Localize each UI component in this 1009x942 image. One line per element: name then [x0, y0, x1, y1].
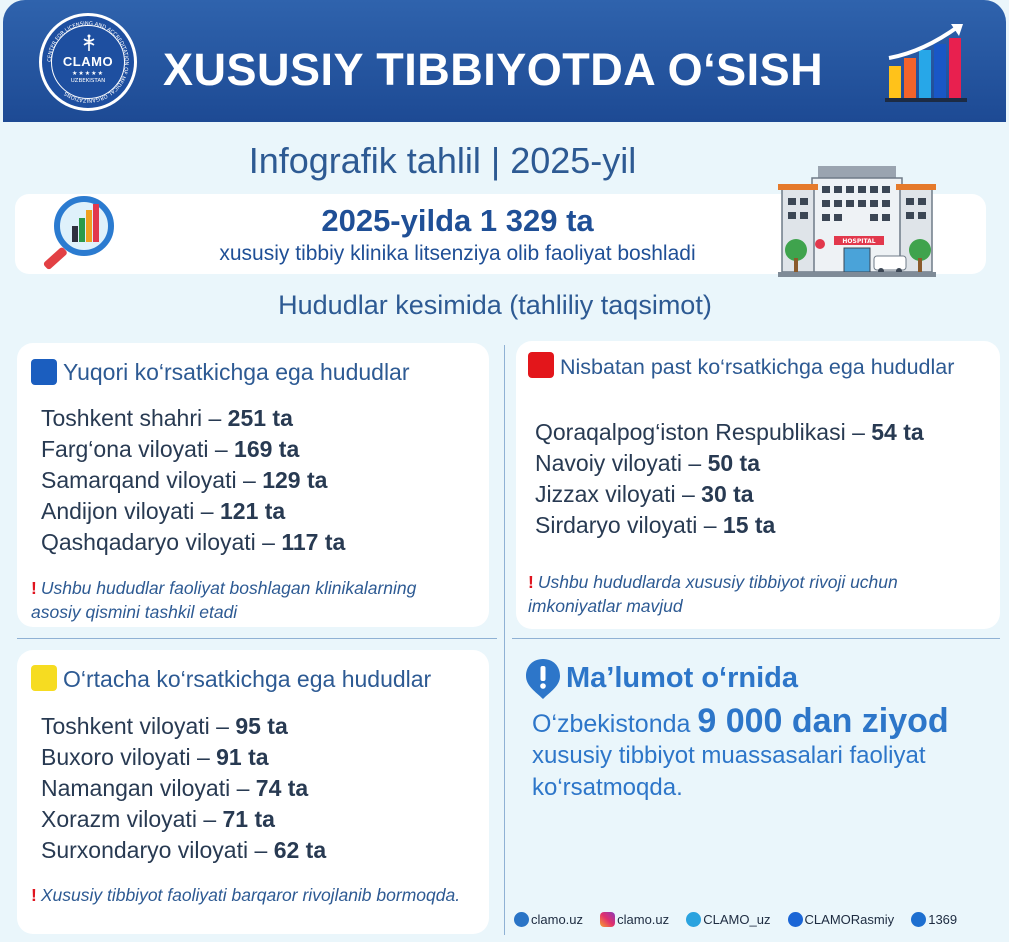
list-item: Namangan viloyati – 74 ta	[41, 775, 309, 801]
yellow-swatch	[31, 665, 57, 691]
info-big-number: 9 000 dan ziyod	[697, 702, 949, 740]
hospital-sign: HOSPITAL	[842, 238, 876, 245]
caduceus-icon	[79, 34, 99, 52]
red-swatch	[528, 352, 554, 378]
list-item: Toshkent shahri – 251 ta	[41, 405, 293, 431]
list-item: Qashqadaryo viloyati – 117 ta	[41, 529, 346, 555]
low-regions-note: ! Ushbu hududlarda xususiy tibbiyot rivoji uchun imkoniyatlar mavjud	[528, 572, 898, 616]
list-item: Qoraqalpog‘iston Respublikasi – 54 ta	[535, 419, 924, 445]
list-item: Farg‘ona viloyati – 169 ta	[41, 436, 300, 462]
infographic-subtitle: Infografik tahlil | 2025-yil	[248, 140, 637, 181]
website-link[interactable]: clamo.uz	[514, 912, 583, 927]
list-item: Buxoro viloyati – 91 ta	[41, 744, 269, 770]
horizontal-divider-right	[512, 638, 1000, 639]
info-title: Ma’lumot o‘rnida	[566, 662, 798, 694]
hospital-building-icon	[778, 160, 936, 278]
exclamation-icon: !	[31, 885, 37, 905]
list-item: Samarqand viloyati – 129 ta	[41, 467, 328, 493]
list-item: Surxondaryo viloyati – 62 ta	[41, 837, 327, 863]
logo-stars: ★★★★★	[72, 70, 104, 77]
high-regions-title: Yuqori ko‘rsatkichga ega hududlar	[63, 359, 410, 385]
summary-text: xususiy tibbiy klinika litsenziya olib faoliyat boshladi	[219, 242, 696, 265]
high-regions-list	[41, 403, 345, 558]
section-heading: Hududlar kesimida (tahliliy taqsimot)	[278, 290, 712, 320]
low-regions-list	[535, 417, 924, 541]
horizontal-divider-left	[17, 638, 497, 639]
logo-country: UZBEKISTAN	[70, 78, 106, 84]
svg-text:CENTER FOR LICENSING AND ACCRE: CENTER FOR LICENSING AND ACCREDITATION OF MEDICAL ORGANIZATIONS	[46, 20, 130, 104]
exclamation-icon: !	[31, 578, 37, 598]
list-item: Toshkent viloyati – 95 ta	[41, 713, 288, 739]
clamo-logo	[39, 13, 137, 111]
facebook-icon	[788, 912, 803, 927]
telegram-icon	[686, 912, 701, 927]
instagram-icon	[600, 912, 615, 927]
list-item: Xorazm viloyati – 71 ta	[41, 806, 275, 832]
instagram-link[interactable]: clamo.uz	[600, 912, 669, 927]
info-description: xususiy tibbiyot muassasalari faoliyat ko‘rsatmoqda.	[532, 742, 926, 801]
blue-swatch	[31, 359, 57, 385]
page-title: XUSUSIY TIBBIYOTDA O‘SISH	[163, 44, 824, 95]
medium-regions-list	[41, 711, 326, 866]
info-statement: O‘zbekistonda 9 000 dan ziyod	[532, 702, 949, 740]
footer-socials	[514, 909, 957, 929]
summary-headline: 2025-yilda 1 329 ta	[321, 203, 594, 238]
high-regions-note: ! Ushbu hududlar faoliyat boshlagan klinikalarning asosiy qismini tashkil etadi	[31, 578, 417, 622]
low-regions-title: Nisbatan past ko‘rsatkichga ega hududlar	[560, 355, 955, 379]
list-item: Jizzax viloyati – 30 ta	[535, 481, 754, 507]
medium-regions-note: ! Xususiy tibbiyot faoliyati barqaror rivojlanib bormoqda.	[31, 885, 461, 905]
header-banner	[3, 0, 1006, 122]
list-item: Navoiy viloyati – 50 ta	[535, 450, 761, 476]
telegram-link[interactable]: CLAMO_uz	[686, 912, 770, 927]
logo-name: CLAMO	[62, 54, 114, 69]
phone-link[interactable]: 1369	[911, 912, 957, 927]
list-item: Andijon viloyati – 121 ta	[41, 498, 286, 524]
info-pin-icon	[524, 657, 562, 701]
list-item: Sirdaryo viloyati – 15 ta	[535, 512, 776, 538]
phone-icon	[911, 912, 926, 927]
facebook-link[interactable]: CLAMORasmiy	[788, 912, 895, 927]
growth-chart-icon	[883, 22, 969, 104]
exclamation-icon: !	[528, 572, 534, 592]
globe-icon	[514, 912, 529, 927]
medium-regions-title: O‘rtacha ko‘rsatkichga ega hududlar	[63, 666, 432, 692]
vertical-divider	[504, 345, 505, 935]
